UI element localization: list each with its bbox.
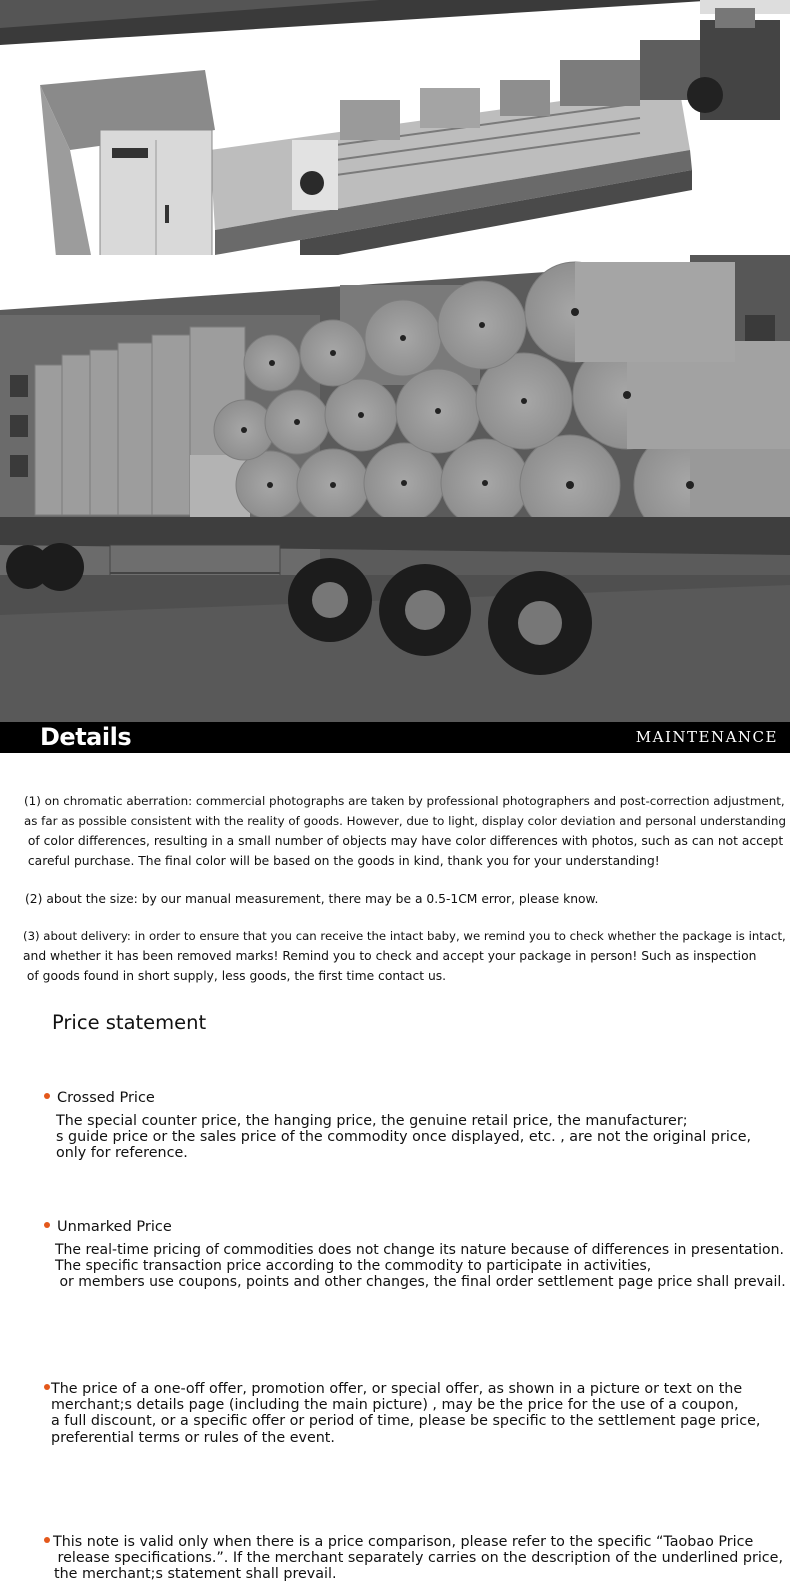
note-chromatic-aberration (24, 791, 787, 871)
price-item-line (44, 1381, 760, 1397)
price-item-line: The specific transaction price according to the commodity to participate in activities, (55, 1258, 652, 1275)
price-item-one-off-offer (44, 1381, 760, 1446)
paper-rolls-truck-photo (0, 255, 790, 722)
note-line: careful purchase. The final color will be based on the goods in kind, thank you for your understanding! (24, 854, 660, 868)
price-item-body (56, 1113, 751, 1162)
paper-rolls-truck-image (0, 255, 790, 722)
bullet-icon (44, 1222, 50, 1228)
note-line: of goods found in short supply, less goods, the first time contact us. (23, 969, 447, 983)
price-item-line: merchant;s details page (including the main picture) , may be the price for the use of a coupon, (51, 1397, 739, 1414)
price-item-line: only for reference. (56, 1145, 188, 1162)
price-item-comparison-note (44, 1534, 783, 1583)
price-statement-heading: Price statement (52, 1011, 207, 1034)
note-line: (3) about delivery: in order to ensure that you can receive the intact baby, we remind you to check whether the package is intact, (23, 929, 786, 943)
price-item-line: preferential terms or rules of the event. (51, 1429, 335, 1446)
price-item-crossed (44, 1089, 751, 1162)
price-item-body (44, 1381, 760, 1446)
note-line: of color differences, resulting in a small number of objects may have color differences with photos, such as can not accept (24, 834, 784, 848)
price-item-line: or members use coupons, points and other changes, the final order settlement page price shall prevail. (55, 1274, 786, 1291)
details-subtitle: MAINTENANCE (635, 728, 778, 746)
price-item-title: Unmarked Price (57, 1219, 172, 1235)
details-banner (0, 722, 790, 753)
bullet-icon (44, 1537, 50, 1543)
note-delivery (23, 926, 786, 986)
price-item-line: a full discount, or a specific offer or period of time, please be specific to the settlement page price, (51, 1413, 761, 1430)
price-item-line: The real-time pricing of commodities does not change its nature because of differences in presentation. (55, 1242, 784, 1258)
price-item-title-row (44, 1218, 786, 1236)
bullet-icon (44, 1384, 50, 1390)
note-line: as far as possible consistent with the reality of goods. However, due to light, display color deviation and personal understanding (24, 814, 787, 828)
price-item-line: The special counter price, the hanging price, the genuine retail price, the manufacturer; (56, 1113, 688, 1129)
note-line: (2) about the size: by our manual measurement, there may be a 0.5-1CM error, please know. (25, 892, 599, 906)
price-item-body (55, 1242, 786, 1291)
note-size (25, 889, 785, 909)
price-item-line (44, 1534, 783, 1550)
price-item-unmarked (44, 1218, 786, 1291)
price-item-line: s guide price or the sales price of the commodity once displayed, etc. , are not the original price, (56, 1129, 752, 1146)
price-item-text: The price of a one-off offer, promotion offer, or special offer, as shown in a picture or text on the (51, 1381, 743, 1397)
note-line: and whether it has been removed marks! Remind you to check and accept your package in person! Such as inspection (23, 949, 757, 963)
price-item-title-row (44, 1089, 751, 1107)
price-item-title: Crossed Price (57, 1090, 155, 1106)
bullet-icon (44, 1093, 50, 1099)
price-item-line: release specifications.”. If the merchant separately carries on the description of the underlined price, (53, 1550, 783, 1567)
details-title: Details (40, 723, 132, 751)
price-item-text: This note is valid only when there is a price comparison, please refer to the specific “Taobao Price (53, 1534, 754, 1550)
price-item-line: the merchant;s statement shall prevail. (54, 1566, 337, 1583)
price-item-body (44, 1534, 783, 1583)
note-line: (1) on chromatic aberration: commercial photographs are taken by professional photographers and post-correction adjustment, (24, 794, 785, 808)
